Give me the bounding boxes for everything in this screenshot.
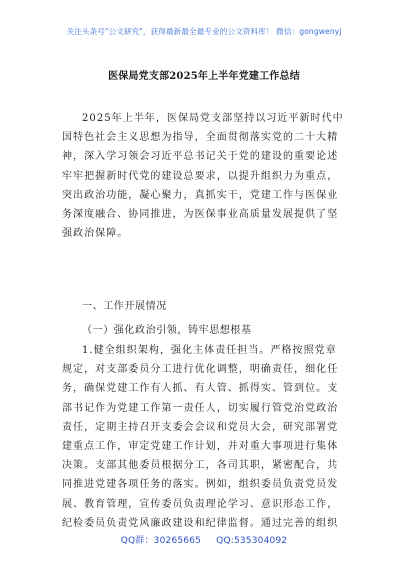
intro-line: 牢牢把握新时代党的建设总要求，以提升组织力为重点， — [62, 170, 339, 182]
body-line: 务，确保党建工作有人抓、有人管、抓得实、管到位。支 — [62, 383, 339, 395]
footer-qq-number: QQ:535304092 — [216, 536, 288, 546]
body-line: 展、教育管理，宣传委员负责理论学习、意识形态工作， — [62, 498, 339, 510]
body-line: 责任，定期主持召开支委会会议和党员大会，研究部署党 — [62, 421, 339, 433]
footer-qq-group: QQ群：30265665 — [120, 536, 202, 546]
body-paragraph — [62, 341, 352, 533]
body-line: 同推进党建各项任务的落实。例如，组织委员负责党员发 — [62, 479, 339, 491]
intro-line: 国特色社会主义思想为指导，全面贯彻落实党的二十大精 — [62, 132, 339, 144]
body-line: 部书记作为党建工作第一责任人，切实履行管党治党政治 — [62, 402, 339, 414]
intro-line: 神，深入学习领会习近平总书记关于党的建设的重要论述 — [62, 151, 339, 163]
intro-line: 2025年上半年，医保局党支部坚持以习近平新时代中 — [82, 113, 344, 124]
intro-paragraph — [62, 109, 352, 243]
footer-contact — [0, 533, 408, 546]
body-line: 建重点工作，审定党建工作计划，并对重大事项进行集体 — [62, 440, 339, 452]
intro-line: 务深度融合、协同推进，为医保事业高质量发展提供了坚 — [62, 208, 339, 220]
body-line: 规定，对支部委员分工进行优化调整，明确责任，细化任 — [62, 364, 339, 376]
intro-line: 突出政治功能，凝心聚力，真抓实干，党建工作与医保业 — [62, 189, 339, 201]
subsection-heading: （一）强化政治引领，铸牢思想根基 — [82, 325, 252, 336]
body-line: 决策。支部其他委员根据分工，各司其职，紧密配合，共 — [62, 460, 339, 472]
section-heading: 一、工作开展情况 — [82, 301, 167, 312]
body-line: 纪检委员负责党风廉政建设和纪律监督。通过完善的组织 — [62, 517, 339, 529]
body-line: 1.健全组织架构，强化主体责任担当。严格按照党章 — [82, 345, 337, 356]
intro-line: 强政治保障。 — [62, 228, 129, 240]
document-title: 医保局党支部2025年上半年党建工作总结 — [108, 71, 300, 82]
header-promo-text: 关注头条号"公文研究"，获得最新最全最专业的公文资料库！ 微信：gongwenyj — [66, 27, 342, 36]
